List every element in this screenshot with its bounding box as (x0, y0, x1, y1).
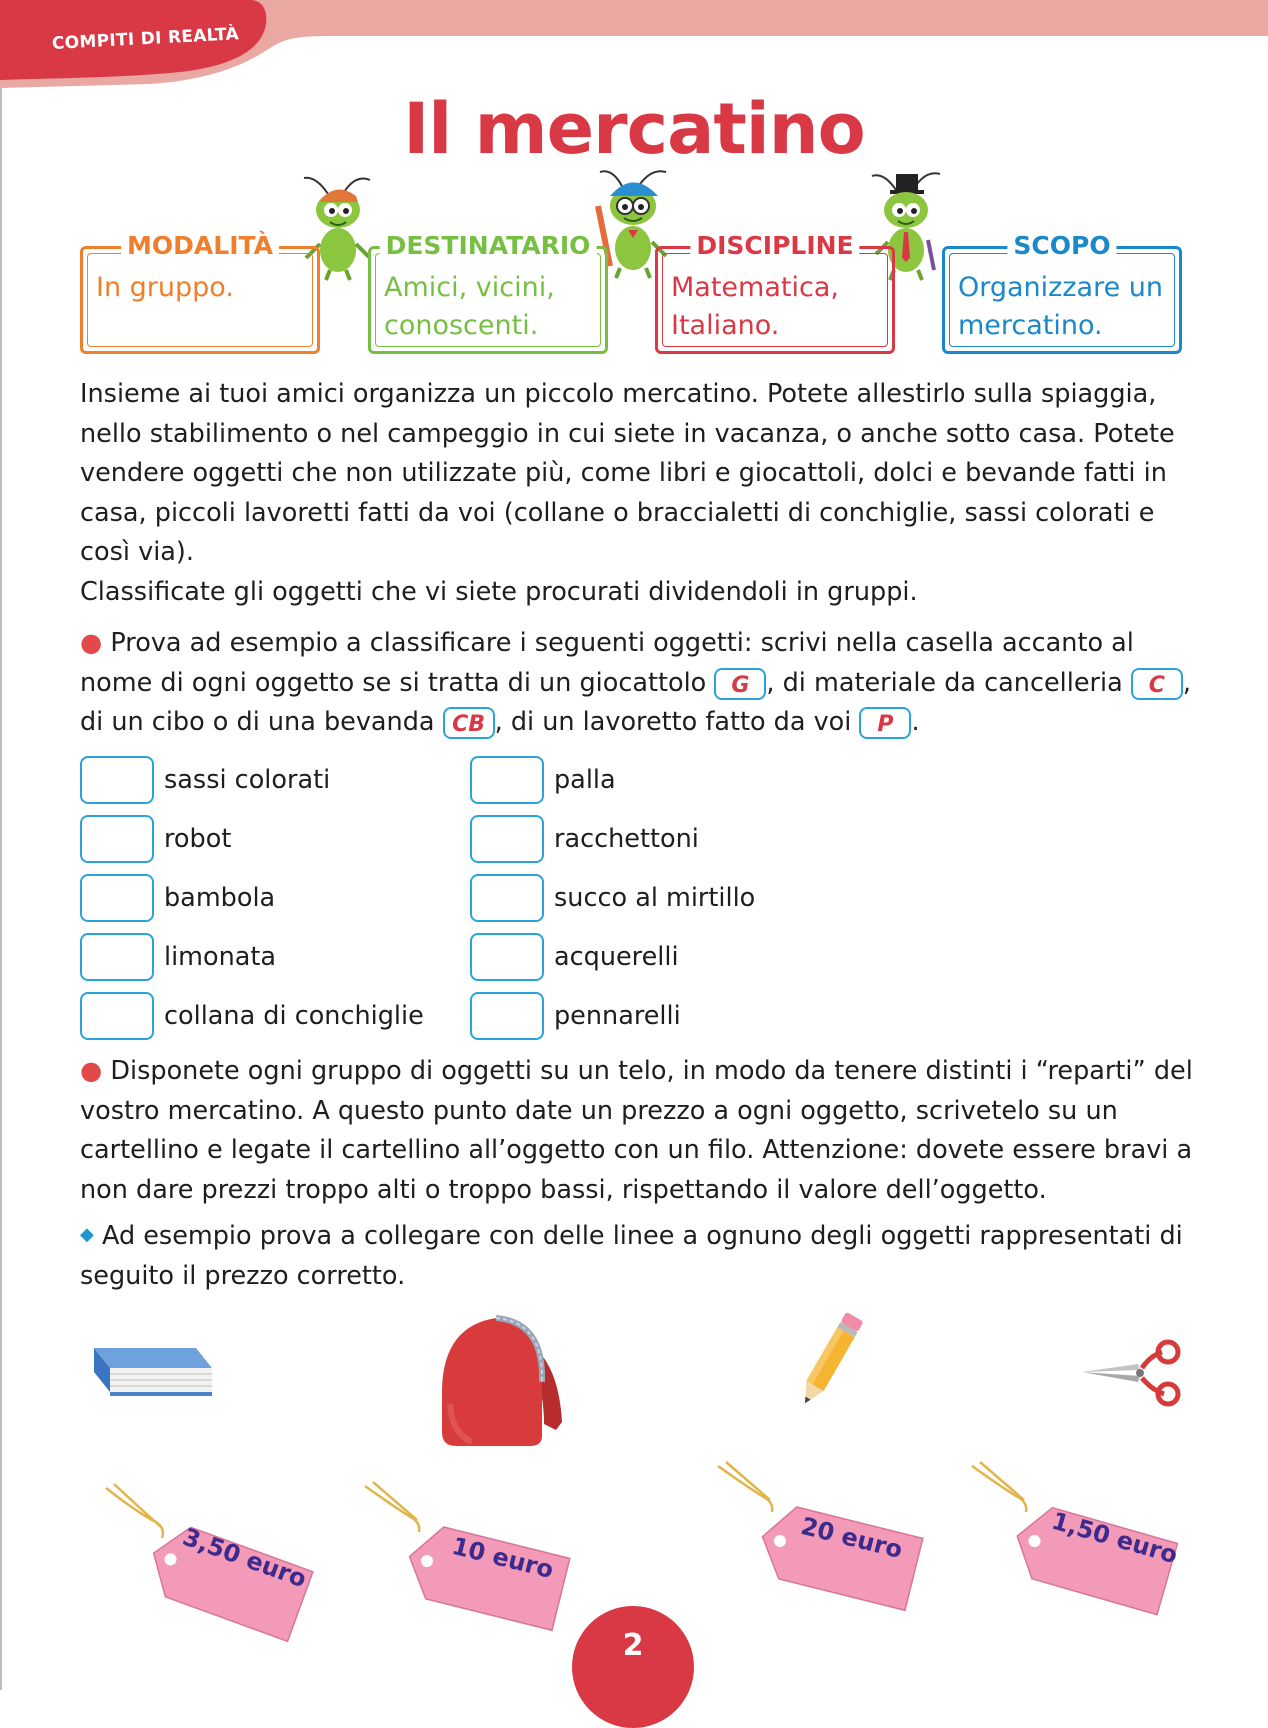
section-label: COMPITI DI REALTÀ (51, 24, 240, 54)
info-box-label: DESTINATARIO (380, 231, 597, 260)
classify-row (80, 933, 276, 981)
classify-row (80, 874, 275, 922)
answer-box[interactable] (80, 933, 154, 981)
item-label: succo al mirtillo (554, 883, 756, 913)
classify-row (470, 815, 699, 863)
item-label: sassi colorati (164, 765, 331, 795)
price-tag[interactable] (716, 1460, 906, 1610)
book-icon[interactable] (88, 1340, 218, 1400)
code-g-badge: G (714, 668, 766, 700)
instruction-text: Disponete ogni gruppo di oggetti su un telo, in modo da tenere distinti i “reparti” del vostro mercatino. A questo punto date un prezzo a ogni oggetto, scrivetelo su un cartellino e legate il cartellino all’oggetto con un filo. Attenzione: dovete essere bravi a non dare prezzi troppo alti o troppo bassi, rispettando il valore dell’oggetto. (80, 1056, 1193, 1205)
code-c-badge: C (1131, 668, 1183, 700)
classify-row (470, 992, 681, 1040)
info-box-label: MODALITÀ (121, 231, 279, 260)
item-label: collana di conchiglie (164, 1001, 424, 1031)
item-label: racchettoni (554, 824, 699, 854)
info-box-text: Amici, vicini, conoscenti. (384, 272, 555, 341)
answer-box[interactable] (80, 756, 154, 804)
info-box-label: DISCIPLINE (690, 231, 859, 260)
info-box-discipline (655, 231, 895, 354)
item-label: acquerelli (554, 942, 679, 972)
item-label: pennarelli (554, 1001, 681, 1031)
instruction-text: , di materiale da cancelleria (766, 667, 1123, 698)
page-number: 2 (572, 1606, 694, 1728)
answer-box[interactable] (470, 756, 544, 804)
item-label: limonata (164, 942, 277, 972)
intro-paragraph: Classificate gli oggetti che vi siete procurati dividendoli in gruppi. (80, 576, 918, 607)
code-p-badge: P (859, 707, 911, 739)
answer-box[interactable] (80, 874, 154, 922)
intro-text (80, 375, 1200, 612)
item-label: palla (554, 765, 616, 795)
answer-box[interactable] (80, 815, 154, 863)
info-box-text: In gruppo. (96, 272, 234, 303)
answer-box[interactable] (470, 874, 544, 922)
answer-box[interactable] (470, 933, 544, 981)
classify-row (470, 933, 679, 981)
bullet-icon: ● (80, 1056, 103, 1086)
intro-paragraph: Insieme ai tuoi amici organizza un piccolo mercatino. Potete allestirlo sulla spiaggia, nello stabilimento o nel campeggio in cui siete in vacanza, o anche sotto casa. Potete vendere oggetti che non utilizzate più, come libri e giocattoli, dolci e bevande fatti in casa, piccoli lavoretti fatti da voi (collane o braccialetti di conchiglie, sassi colorati e così via). (80, 379, 1175, 567)
instruction-text: . (911, 707, 920, 737)
info-box-modalita (80, 231, 320, 354)
price-tag[interactable] (363, 1480, 557, 1630)
answer-box[interactable] (470, 815, 544, 863)
info-box-scopo (942, 231, 1182, 354)
price-tag[interactable] (970, 1460, 1181, 1610)
price-label: 3,50 euro (179, 1522, 311, 1594)
price-label: 1,50 euro (1048, 1506, 1181, 1570)
diamond-bullet-icon: ◆ (80, 1224, 94, 1245)
classify-row (80, 992, 424, 1040)
instruction-text: Ad esempio prova a collegare con delle linee a ognuno degli oggetti rappresentati di seguito il prezzo corretto. (80, 1221, 1183, 1291)
price-label: 20 euro (798, 1511, 906, 1565)
classify-row (80, 756, 330, 804)
instruction-text: Prova ad esempio a classificare i seguenti oggetti: scrivi nella casella accanto al nome di ogni oggetto se si tratta di un giocattolo (80, 628, 1134, 698)
price-label: 10 euro (449, 1531, 557, 1585)
price-tag[interactable] (104, 1482, 311, 1632)
exercise-1-instructions (80, 624, 1200, 743)
instruction-text: , di un lavoretto fatto da voi (494, 707, 852, 737)
info-box-label: SCOPO (1007, 231, 1116, 260)
pencil-icon[interactable] (790, 1304, 870, 1416)
classify-row (470, 756, 616, 804)
info-box-text: Matematica, Italiano. (671, 272, 839, 341)
exercise-3-instructions (80, 1215, 1200, 1296)
instruction-text: , di un cibo o di una bevanda (80, 667, 1191, 737)
answer-box[interactable] (80, 992, 154, 1040)
bullet-icon: ● (80, 628, 103, 658)
scissors-icon[interactable] (1078, 1336, 1184, 1410)
info-box-destinatario (368, 231, 608, 354)
exercise-2-instructions (80, 1052, 1200, 1210)
answer-box[interactable] (470, 992, 544, 1040)
backpack-icon[interactable] (432, 1312, 582, 1450)
page-title: Il mercatino (403, 88, 865, 170)
item-label: robot (164, 824, 232, 854)
page-edge-rule (0, 0, 2, 1690)
code-cb-badge: CB (443, 707, 495, 739)
classify-row (80, 815, 231, 863)
classify-row (470, 874, 755, 922)
item-label: bambola (164, 883, 276, 913)
info-box-text: Organizzare un mercatino. (958, 272, 1163, 341)
